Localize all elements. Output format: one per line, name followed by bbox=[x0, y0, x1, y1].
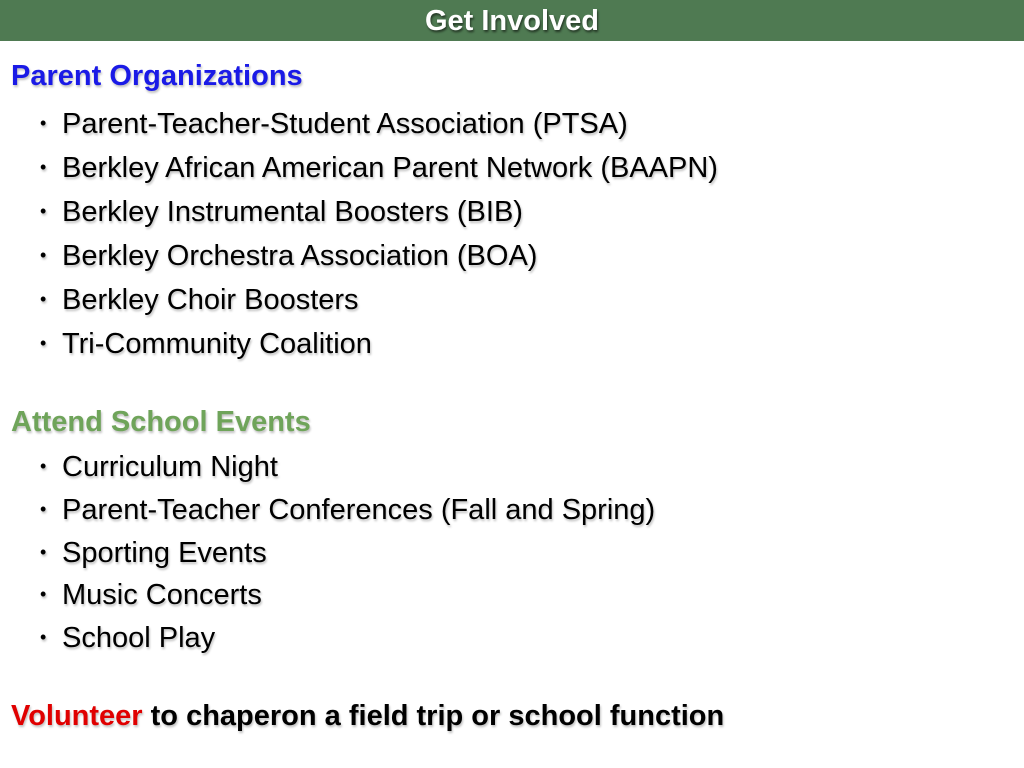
bullet-icon: • bbox=[40, 289, 47, 310]
list-item-text: School Play bbox=[62, 622, 216, 655]
list-item bbox=[40, 190, 718, 234]
volunteer-keyword: Volunteer bbox=[11, 700, 143, 732]
list-item-text: Berkley Orchestra Association (BOA) bbox=[62, 240, 538, 272]
list-item-text: Berkley Choir Boosters bbox=[62, 284, 359, 316]
page-title: Get Involved bbox=[424, 5, 600, 37]
list-item bbox=[40, 617, 655, 660]
volunteer-statement bbox=[11, 700, 724, 733]
volunteer-rest: to chaperon a field trip or school function bbox=[142, 700, 725, 732]
title-bar bbox=[0, 0, 1024, 41]
list-item bbox=[40, 278, 718, 322]
parent-organizations-list bbox=[40, 102, 718, 366]
school-events-heading: Attend School Events bbox=[11, 406, 311, 438]
bullet-icon: • bbox=[40, 584, 47, 605]
bullet-icon: • bbox=[40, 245, 47, 266]
list-item bbox=[40, 322, 718, 366]
parent-organizations-heading: Parent Organizations bbox=[11, 60, 303, 92]
list-item-text: Music Concerts bbox=[62, 579, 262, 612]
list-item bbox=[40, 102, 718, 146]
school-events-list bbox=[40, 446, 655, 660]
list-item-text: Tri-Community Coalition bbox=[62, 328, 372, 360]
bullet-icon: • bbox=[40, 201, 47, 222]
bullet-icon: • bbox=[40, 455, 47, 476]
list-item-text: Berkley Instrumental Boosters (BIB) bbox=[62, 196, 523, 228]
list-item bbox=[40, 234, 718, 278]
bullet-icon: • bbox=[40, 627, 47, 648]
bullet-icon: • bbox=[40, 498, 47, 519]
list-item-text: Parent-Teacher Conferences (Fall and Spring) bbox=[62, 493, 656, 526]
list-item bbox=[40, 574, 655, 617]
bullet-icon: • bbox=[40, 157, 47, 178]
list-item-text: Sporting Events bbox=[62, 536, 267, 569]
bullet-icon: • bbox=[40, 113, 47, 134]
list-item bbox=[40, 532, 655, 575]
list-item-text: Berkley African American Parent Network (BAAPN) bbox=[62, 152, 718, 184]
bullet-icon: • bbox=[40, 333, 47, 354]
list-item bbox=[40, 146, 718, 190]
list-item-text: Curriculum Night bbox=[62, 451, 278, 483]
list-item bbox=[40, 446, 655, 489]
bullet-icon: • bbox=[40, 541, 47, 562]
list-item-text: Parent-Teacher-Student Association (PTSA) bbox=[62, 108, 628, 140]
list-item bbox=[40, 489, 655, 532]
